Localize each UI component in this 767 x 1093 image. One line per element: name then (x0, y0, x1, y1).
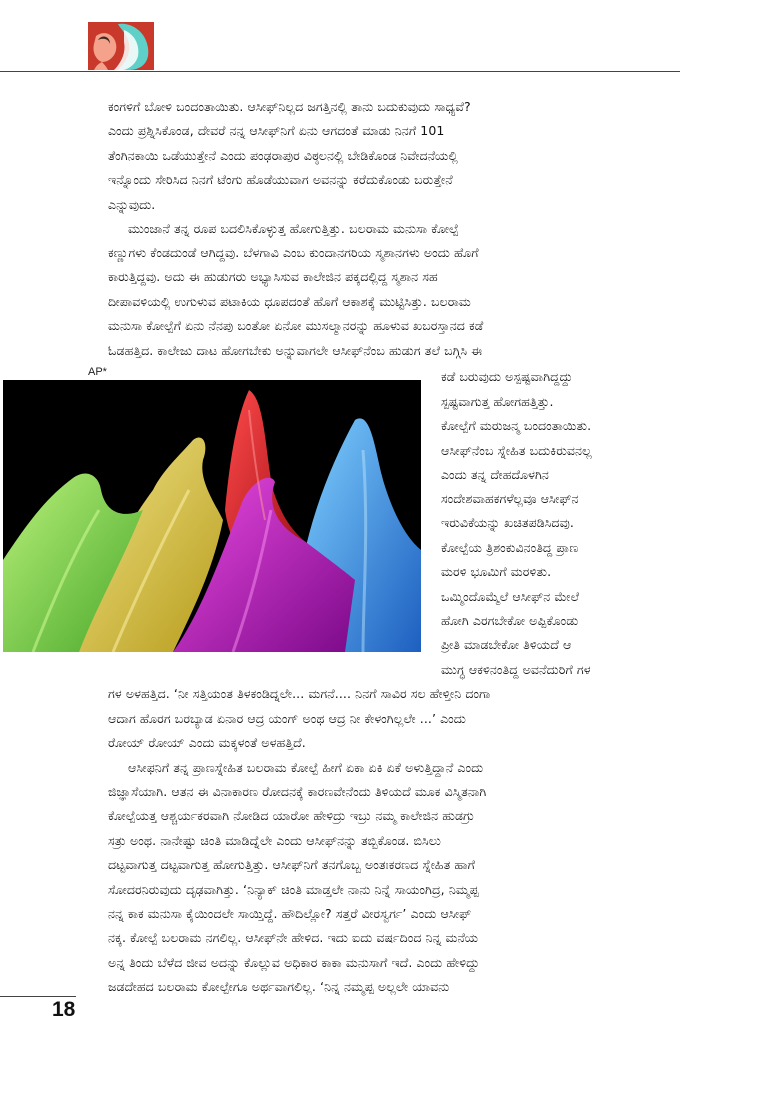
article-line: ಜಿಜ್ಞಾಸೆಯಾಗಿ. ಆತನ ಈ ವಿನಾಕಾರಣ ರೋದನಕ್ಕೆ ಕಾರಣವೇನೆಂದು ತಿಳಿಯದೆ ಮೂಕ ವಿಸ್ಮಿತನಾಗಿ (108, 784, 487, 799)
article-line: ಅನ್ನ ತಿಂದು ಬೆಳೆದ ಜೀವ ಅದನ್ನು ಕೊಲ್ಲುವ ಅಧಿಕಾರ ಕಾಕಾ ಮನುಸಾಗೆ ಇದೆ. ಎಂದು ಹೇಳಿದ್ದು (108, 955, 480, 970)
article-line: ಆಸೀಫ್‌ನೆಂಬ ಸ್ನೇಹಿತ ಬದುಕಿರುವನಲ್ಲ (441, 443, 592, 458)
article-line: ಎಂದು ತನ್ನ ದೇಹದೊಳಗಿನ (441, 467, 549, 482)
header-rule (0, 71, 680, 72)
article-line: ಮರಳಿ ಭೂಮಿಗೆ ಮರಳಿತು. (441, 564, 552, 579)
photo-credit: AP* (88, 366, 107, 378)
article-line: ಕೋಲ್ಪೆಯ ತ್ರಿಶಂಕುವಿನಂತಿದ್ದ ಪ್ರಾಣ (441, 540, 579, 555)
article-line: ದಟ್ಟವಾಗುತ್ತ ದಟ್ಟವಾಗುತ್ತ ಹೋಗುತ್ತಿತ್ತು. ಆಸೀಫ್‌ನಿಗೆ ತನಗೊಬ್ಬ ಅಂತಃಕರಣದ ಸ್ನೇಹಿತ ಹಾಗೆ (108, 857, 475, 872)
article-line: ನಕ್ಕ. ಕೋಲ್ಪೆ ಬಲರಾಮ ನಗಲಿಲ್ಲ. ಆಸೀಫ್‌ನೇ ಹೇಳಿದ. ಇದು ಐದು ವರ್ಷದಿಂದ ನಿನ್ನ ಮನೆಯ (108, 930, 479, 945)
article-line: ಎನ್ನುವುದು. (108, 197, 156, 212)
article-line: ಒಮ್ಮಿಂದೊಮ್ಮೆಲೆ ಆಸೀಫ್‌ನ ಮೇಲೆ (441, 589, 580, 604)
article-line: ಗಳ ಅಳಹತ್ತಿದ. ‘ನೀ ಸತ್ತಿಯಂತ ತಿಳಕಂಡಿದ್ನಲೇ... ಮಗನೆ.... ನಿನಗೆ ಸಾವಿರ ಸಲ ಹೇಳ್ತೀನಿ ದಂಗಾ (108, 686, 491, 701)
article-line: ತೆಂಗಿನಕಾಯಿ ಒಡೆಯುತ್ತೇನೆ ಎಂದು ಪಂಢರಾಪುರ ವಿಠ್ಠಲನಲ್ಲಿ ಬೇಡಿಕೊಂಡ ನಿವೇದನೆಯಲ್ಲಿ (108, 148, 458, 163)
article-line: ಹೋಗಿ ಎರಗಬೇಕೋ ಅಪ್ಪಿಕೊಂಡು (441, 613, 579, 628)
article-photo (3, 380, 421, 652)
article-line: ಇರುವಿಕೆಯನ್ನು ಖಚಿತಪಡಿಸಿದವು. (441, 515, 574, 530)
article-line: ಜಡದೇಹದ ಬಲರಾಮ ಕೋಲ್ಪೇಗೂ ಅರ್ಥವಾಗಲಿಲ್ಲ. ‘ನಿನ್ನ ನಮ್ಮಪ್ಪ ಅಲ್ಲಲೇ ಯಾವನು (108, 979, 450, 994)
article-line: ಪ್ರೀತಿ ಮಾಡಬೇಕೋ ತಿಳಿಯದೆ ಆ (441, 637, 572, 652)
article-line: ಸತ್ರು ಅಂಥ. ನಾನೇಷ್ಟು ಚಿಂತಿ ಮಾಡಿದ್ನೆಲೇ ಎಂದು ಆಸೀಫ್‌ನನ್ನು ತಬ್ಬಿಕೊಂಡ. ಬಿಸಿಲು (108, 833, 441, 848)
logo-illustration (88, 22, 154, 70)
article-line: ಕಡೆ ಬರುವುದು ಅಸ್ಪಷ್ಟವಾಗಿದ್ದದ್ದು (441, 369, 573, 384)
article-line: ಸೋದರನಿರುವುದು ದೃಢವಾಗಿತ್ತು. ‘ನಿನ್ಯಾಕ್ ಚಿಂತಿ ಮಾಡ್ತಲೇ ನಾನು ನಿನ್ನೆ ಸಾಯಂಗಿದ್ರ, ನಿಮ್ಮಪ್ಪ (108, 882, 479, 897)
page-number: 18 (52, 998, 76, 1021)
article-line: ಸಂದೇಶವಾಹಕಗಳೆಲ್ಲವೂ ಆಸೀಫ್‌ನ (441, 491, 579, 506)
article-line: ಓಡಹತ್ತಿದ. ಕಾಲೇಜು ದಾಟ ಹೋಗಬೇಕು ಅನ್ನುವಾಗಲೇ ಆಸೀಫ್‌ನೆಂಬ ಹುಡುಗ ತಲೆ ಬಗ್ಗಿಸಿ ಈ (108, 343, 483, 358)
article-line: ಕಾರುತ್ತಿದ್ದವು. ಅದು ಈ ಹುಡುಗರು ಅಭ್ಯಾಸಿಸುವ ಕಾಲೇಜಿನ ಪಕ್ಕದಲ್ಲಿದ್ದ ಸ್ಮಶಾನ ಸಹ (108, 269, 438, 284)
article-line: ಎಂದು ಪ್ರಶ್ನಿಸಿಕೊಂಡ, ದೇವರೆ ನನ್ನ ಆಸೀಫ್‌ನಿಗೆ ಏನು ಆಗದಂತೆ ಮಾಡು ನಿನಗೆ 101 (108, 123, 445, 138)
article-line: ನನ್ನ ಕಾಕ ಮನುಸಾ ಕೈಯಿಂದಲೇ ಸಾಯ್ತಿದ್ದೆ. ಹೌದಿಲ್ಲೋ? ಸತ್ತರೆ ವೀರಸ್ವರ್ಗ’ ಎಂದು ಆಸೀಫ್ (108, 906, 472, 921)
article-line: ಕಣ್ಣುಗಳು ಕೆಂಡದುಂಡೆ ಆಗಿದ್ದವು. ಬೆಳಗಾವಿ ಎಂಬ ಕುಂದಾನಗರಿಯ ಸ್ಮಶಾನಗಳು ಅಂದು ಹೊಗೆ (108, 245, 479, 260)
magazine-logo (88, 22, 154, 70)
article-line: ದೀಪಾವಳಿಯಲ್ಲಿ ಉಗುಳುವ ಪಟಾಕಿಯ ಧೂಪದಂತೆ ಹೊಗೆ ಆಕಾಶಕ್ಕೆ ಮುಟ್ಟಿಸಿತ್ತು. ಬಲರಾಮ (108, 294, 471, 309)
article-line: ಮುಂಜಾನೆ ತನ್ನ ರೂಪ ಬದಲಿಸಿಕೊಳ್ಳುತ್ತ ಹೋಗುತ್ತಿತ್ತು. ಬಲರಾಮ ಮನುಸಾ ಕೋಲ್ಪೆ (128, 221, 459, 236)
article-line: ಆದಾಗ ಹೊರಗ ಬರಬ್ಯಾಡ ಏನಾರ ಆದ್ರ ಯಂಗ್ ಅಂಥ ಆದ್ರ ನೀ ಕೇಳಂಗಿಲ್ಲಲೇ ...’ ಎಂದು (108, 711, 466, 726)
article-line: ಮುಗ್ಧ ಆಕಳಿನಂತಿದ್ದ ಅವನೆದುರಿಗೆ ಗಳ (441, 662, 591, 677)
article-line: ರೋಯ್ ರೋಯ್ ಎಂದು ಮಕ್ಕಳಂತೆ ಅಳಹತ್ತಿದೆ. (108, 735, 306, 750)
footer-rule (0, 996, 76, 997)
article-line: ಸ್ಪಷ್ಟವಾಗುತ್ತ ಹೋಗಹತ್ತಿತ್ತು. (441, 394, 554, 409)
fabric-dancers-image (3, 380, 421, 652)
article-line: ಕೋಲ್ಪೆಗೆ ಮರುಜನ್ಮ ಬಂದಂತಾಯಿತು. (441, 418, 592, 433)
article-line: ಕಂಗಳಿಗೆ ಬೋಳಿ ಬಂದಂತಾಯಿತು. ಆಸೀಫ್‌ನಿಲ್ಲದ ಜಗತ್ತಿನಲ್ಲಿ ತಾನು ಬದುಕುವುದು ಸಾಧ್ಯವೆ? (108, 99, 471, 114)
article-line: ಮನುಸಾ ಕೋಲ್ಪೆಗೆ ಏನು ನೆನಪು ಬಂತೋ ಏನೋ ಮುಸಲ್ಮಾನರನ್ನು ಹೂಳುವ ಖಬರಸ್ತಾನದ ಕಡೆ (108, 318, 484, 333)
article-line: ಕೋಲ್ಪೆಯತ್ತ ಆಶ್ಚರ್ಯಕರವಾಗಿ ನೋಡಿದ ಯಾರೋ ಹೇಳಿದ್ರು ಇಬ್ರು ನಮ್ಮ ಕಾಲೇಜಿನ ಹುಡಗ್ರು (108, 808, 475, 823)
article-line: ಇನ್ನೊಂದು ಸೇರಿಸಿದ ನಿನಗೆ ಟೆಂಗು ಹೊಡೆಯುವಾಗ ಅವನನ್ನು ಕರೆದುಕೊಂಡು ಬರುತ್ತೇನೆ (108, 172, 453, 187)
article-line: ಆಸೀಫನಿಗೆ ತನ್ನ ಪ್ರಾಣಸ್ನೇಹಿತ ಬಲರಾಮ ಕೋಲ್ಪೆ ಹೀಗೆ ಏಕಾ ಏಕಿ ಏಕೆ ಅಳುತ್ತಿದ್ದಾನೆ ಎಂದು (128, 760, 484, 775)
